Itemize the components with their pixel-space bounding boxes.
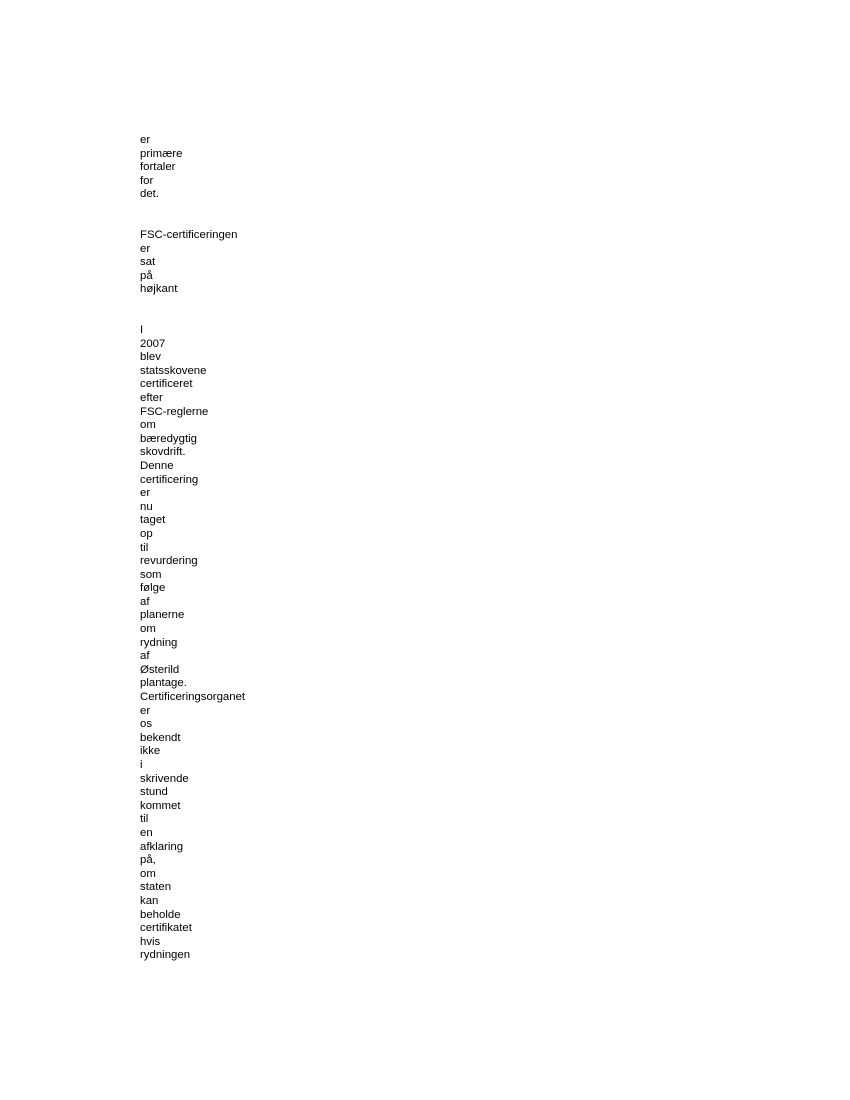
text-line: primære [140,147,183,160]
text-line: om [140,867,156,880]
text-line: af [140,650,150,663]
text-line: rydningen [140,949,191,962]
text-line: er [140,704,151,717]
text-line: beholde [140,908,181,921]
text-line: følge [140,582,166,595]
text-line: certifikatet [140,922,192,935]
text-line: I [140,324,144,336]
text-line: Østerild [140,663,180,676]
text-line: planerne [140,609,185,622]
text-line: os [140,718,153,731]
text-line: FSC-reglerne [140,405,209,418]
text-block-body [140,324,245,963]
text-line: er [140,134,151,146]
text-line: det. [140,188,159,201]
text-line: 2007 [140,337,166,350]
text-line: på [140,269,153,282]
text-line: afklaring [140,840,184,853]
text-line: plantage. [140,677,187,690]
text-line: revurdering [140,555,198,568]
text-line: Denne [140,459,174,472]
text-line: i [140,759,143,771]
text-line: kan [140,894,159,907]
text-line: højkant [140,283,178,296]
text-line: om [140,623,156,636]
text-line: certificering [140,473,199,486]
text-line: Certificeringsorganet [140,691,246,704]
text-line: taget [140,514,166,527]
text-line: til [140,541,149,554]
text-line: en [140,826,153,839]
text-block-heading [140,229,237,297]
text-line: op [140,527,153,540]
text-block-intro [140,134,182,202]
text-line: fortaler [140,161,176,174]
text-line: om [140,419,156,432]
text-line: stund [140,786,168,799]
text-line: for [140,174,154,187]
text-line: bekendt [140,731,181,744]
text-line: FSC-certificeringen [140,229,238,241]
text-line: skrivende [140,772,189,785]
text-line: bæredygtig [140,432,197,445]
text-line: nu [140,500,153,513]
text-line: statsskovene [140,364,207,377]
text-line: er [140,242,151,255]
text-line: hvis [140,935,161,948]
text-line: rydning [140,636,178,649]
text-line: af [140,595,150,608]
text-line: certificeret [140,378,193,391]
text-line: skovdrift. [140,446,186,459]
text-line: som [140,568,162,581]
text-line: til [140,813,149,826]
text-line: ikke [140,745,161,758]
text-line: sat [140,256,156,269]
text-line: staten [140,881,172,894]
text-line: på, [140,854,156,867]
text-line: efter [140,391,163,404]
text-line: blev [140,351,161,364]
text-line: kommet [140,799,181,812]
text-line: er [140,487,151,500]
